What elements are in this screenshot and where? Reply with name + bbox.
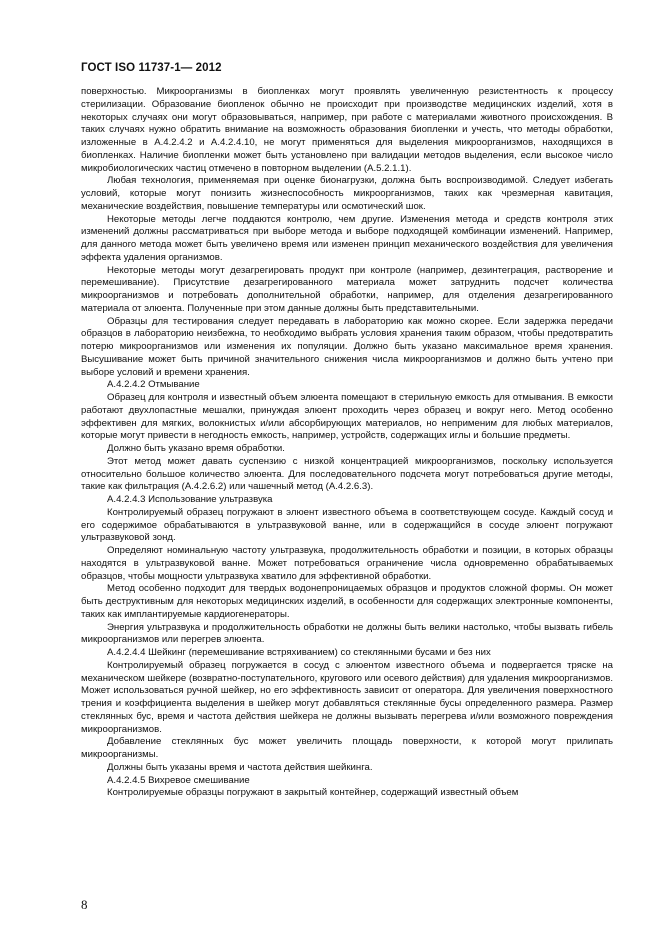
paragraph: Контролируемый образец погружают в элюент известного объема в соответствующем сосуде. Каждый сосуд и его содержимое обрабатываются в ультразвуковой ванне, или в содержащийся в сосуде элюент погружают ультразвуковой зонд. xyxy=(81,506,613,544)
page-number: 8 xyxy=(81,897,88,912)
section-heading: А.4.2.4.5 Вихревое смешивание xyxy=(107,774,250,786)
section-heading: А.4.2.4.3 Использование ультразвука xyxy=(107,494,273,505)
paragraph: Метод особенно подходит для твердых водонепроницаемых образцов и продуктов сложной формы. Он может быть деструктивным для некоторых медицинских изделий, в особенности для содержащих электронные компоненты, таких как имплантируемые кардиогенераторы. xyxy=(81,583,613,620)
paragraph: Должны быть указаны время и частота действия шейкинга. xyxy=(107,761,373,773)
standard-header: ГОСТ ISO 11737-1— 2012 xyxy=(81,62,222,74)
section-heading: А.4.2.4.2 Отмывание xyxy=(107,379,200,391)
paragraph: Энергия ультразвука и продолжительность обработки не должны быть велики настолько, чтобы вызвать гибель микроорганизмов или перегрев элюента. xyxy=(81,621,613,646)
paragraph: Некоторые методы легче поддаются контролю, чем другие. Изменения метода и средств контроля этих изменений должны рассматриваться при выборе метода и выборе подходящей комбинации изменений. Например, для данного метода может быть увеличено время или изменен принцип механического воздействия для увеличения эффекта удаления организмов. xyxy=(81,213,613,263)
paragraph: Должно быть указано время обработки. xyxy=(107,443,285,454)
paragraph: Некоторые методы могут дезагрегировать продукт при контроле (например, дезинтеграция, растворение и перемешивание). Присутствие дезагрегированного материала может затруднить подсчет количества микроорганизмов и потребовать дополнительной обработки, например, для отделения дезагрегированного материала от элюента. Полученные при этом данные должны быть представительными. xyxy=(81,264,613,314)
paragraph: Добавление стеклянных бус может увеличить площадь поверхности, к которой могут прилипать микроорганизмы. xyxy=(81,736,613,760)
paragraph: Образцы для тестирования следует передавать в лабораторию как можно скорее. Если задержка передачи образцов в лабораторию неизбежна, то необходимо выбрать условия хранения таким образом, чтобы предотвратить потерю микроорганизмов или изменения их популяции. Должно быть указано максимальное время хранения. Высушивание может быть причиной значительного снижения числа микроорганизмов и должно быть учтено при выборе условий и времени хранения. xyxy=(81,315,613,378)
paragraph: Образец для контроля и известный объем элюента помещают в стерильную емкость для отмывания. В емкости работают двухлопастные мешалки, принуждая элюент проходить через образец и вокруг него. Метод особенно эффективен для мягких, волокнистых и/или абсорбирующих материалов, но неприменим для любых материалов, которые могут привести в негодность емкость, например, устройств, содержащих иглы и большие предметы. xyxy=(81,392,613,442)
body-text xyxy=(81,86,613,800)
paragraph: Определяют номинальную частоту ультразвука, продолжительность обработки и позиции, в которых образцы находятся в ультразвуковой ванне. Может потребоваться ограничение числа одновременно обрабатываемых образцов, чтобы мощности ультразвука хватило для эффективной обработки. xyxy=(81,545,613,582)
paragraph: Любая технология, применяемая при оценке бионагрузки, должна быть воспроизводимой. Следует избегать условий, которые могут понизить жизнеспособность микроорганизмов, таких как чрезмерная кавитация, механические воздействия, повышение температуры или осмотический шок. xyxy=(81,175,613,212)
paragraph: Этот метод может давать суспензию с низкой концентрацией микроорганизмов, поскольку используется относительно большое количество элюента. Для последовательного подсчета могут потребоваться другие методы, такие как фильтрация (А.4.2.6.2) или чашечный метод (А.4.2.6.3). xyxy=(81,455,613,493)
paragraph: Контролируемый образец погружается в сосуд с элюентом известного объема и подвергается тряске на механическом шейкере (возвратно-поступательного, кругового или осевого действия) для удаления микроорганизмов. Может использоваться ручной шейкер, но его эффективность зависит от оператора. Для увеличения поверхностного трения и коэффициента выделения в шейкер могут добавляться стеклянные бусы определенного размера. Размер стеклянных бус, время и частота действия шейкера не должны вызывать перегрева и/или возможного повреждения микроорганизмов. xyxy=(81,659,613,735)
section-heading: А.4.2.4.4 Шейкинг (перемешивание встряхиванием) со стеклянными бусами и без них xyxy=(107,647,491,658)
paragraph: Контролируемые образцы погружают в закрытый контейнер, содержащий известный объем xyxy=(107,787,519,799)
paragraph: поверхностью. Микроорганизмы в биопленках могут проявлять увеличенную резистентность к процессу стерилизации. Образование биопленок обычно не происходит при производстве медицинских изделий, хотя в некоторых случаях они могут образовываться, например, при работе с материалами животного происхождения. В таких случаях нужно обратить внимание на возможность образования биопленки и учесть, что методы обработки, изложенные в А.4.2.4.2 и А.4.2.4.10, не могут применяться для выделения микроорганизмов, находящихся в биопленках. Наличие биопленки может быть установлено при валидации методов выделения, если высокое число микробиологических частиц отмечено в повторном выделении (А.5.2.1.1). xyxy=(81,86,613,174)
